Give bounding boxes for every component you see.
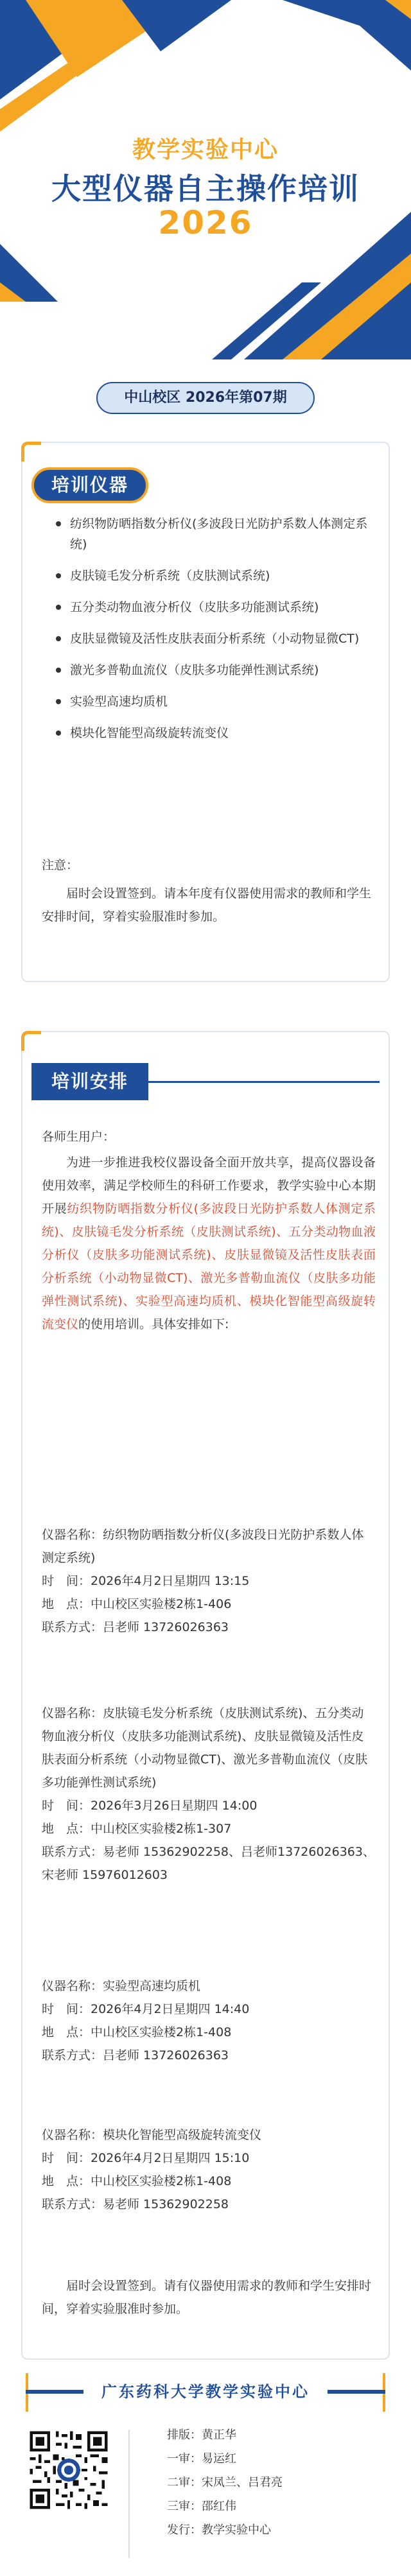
header-subtitle: 教学实验中心 [132,137,279,163]
header-year: 2026 [158,204,253,241]
entry-place: 地 点：中山校区实验楼2栋1-408 [42,2025,232,2039]
training-schedule-card [21,1031,390,2360]
list-item: 五分类动物血液分析仪（皮肤多功能测试系统) [55,597,376,618]
schedule-entry [42,1702,376,1887]
header-shape-navy-tr [283,0,411,71]
schedule-entry [42,2123,376,2216]
credit-review-1: 一审：易运红 [167,2452,236,2466]
entry-place: 地 点：中山校区实验楼2栋1-408 [42,2174,232,2188]
credits-divider [128,2430,130,2558]
entry-place: 地 点：中山校区实验楼2栋1-406 [42,1597,232,1611]
intro-text-end: 的使用培训。具体安排如下: [78,1317,229,1331]
list-item: 激光多普勒血流仪（皮肤多功能弹性测试系统) [55,660,376,680]
training-instruments-card [21,442,390,982]
issue-badge [96,382,315,414]
note-text: 届时会设置签到。请本年度有仪器使用需求的教师和学生安排时间，穿着实验服准时参加。 [42,886,372,924]
entry-instrument: 仪器名称：纺织物防晒指数分析仪(多波段日光防护系数人体测定系统) [42,1528,364,1565]
section-tag-rule [148,1081,380,1083]
credits-block [167,2423,379,2542]
footer-title: 广东药科大学教学实验中心 [83,2376,328,2408]
entry-contact: 联系方式：易老师 15362902258 [42,2197,229,2211]
entry-contact: 联系方式：吕老师 13726026363 [42,2048,229,2062]
entry-time: 时 间：2026年4月2日星期四 13:15 [42,1574,250,1588]
header-title: 大型仪器自主操作培训 [51,171,360,206]
qr-code-icon [27,2428,110,2512]
credit-review-3: 三审：邵红伟 [167,2500,236,2513]
entry-place: 地 点：中山校区实验楼2栋1-307 [42,1822,232,1836]
credit-publisher: 发行：教学实验中心 [167,2523,271,2537]
credit-review-2: 二审：宋凤兰、吕君亮 [167,2476,283,2489]
closing-paragraph: 届时会设置签到。请有仪器使用需求的教师和学生安排时间，穿着实验服准时参加。 [42,2279,372,2316]
entry-contact: 联系方式：吕老师 13726026363 [42,1620,229,1634]
entry-time: 时 间：2026年3月26日星期四 14:00 [42,1799,258,1813]
instrument-list [55,514,376,754]
list-item: 皮肤显微镜及活性皮肤表面分析系统（小动物显微CT) [55,628,376,649]
entry-time: 时 间：2026年4月2日星期四 14:40 [42,2002,250,2016]
header-banner [0,0,411,359]
schedule-entry [42,1975,376,2067]
list-item: 纺织物防晒指数分析仪(多波段日光防护系数人体测定系统) [55,514,376,555]
entry-contact: 联系方式：易老师 15362902258、吕老师13726026363、宋老师 15976012603 [42,1845,375,1882]
section-tag-schedule: 培训安排 [31,1063,148,1100]
list-item: 模块化智能型高级旋转流变仪 [55,723,376,743]
credit-layout: 排版：黄正华 [167,2428,236,2442]
entry-instrument: 仪器名称：实验型高速均质机 [42,1979,201,1993]
intro-highlight: 纺织物防晒指数分析仪(多波段日光防护系数人体测定系统)、皮肤镜毛发分析系统（皮肤测试系统)、五分类动物血液分析仪（皮肤多功能测试系统)、皮肤显微镜及活性皮肤表面分析系统（小动物显微CT)、激光多普勒血流仪（皮肤多功能弹性测试系统)、实验型高速均质机、模块化智能型高级旋转流变仪 [42,1202,376,1331]
intro-text: 为进一步推进我校仪器设备全面开放共享，提高仪器设备使用效率，满足学校师生的科研工作要求，教学实验中心本期开展 [42,1155,376,1216]
entry-instrument: 仪器名称：皮肤镜毛发分析系统（皮肤测试系统)、五分类动物血液分析仪（皮肤多功能测试系统)、皮肤显微镜及活性皮肤表面分析系统（小动物显微CT)、激光多普勒血流仪（皮肤多功能弹性测试系统) [42,1706,368,1790]
list-item: 实验型高速均质机 [55,691,376,712]
intro-paragraph [42,1151,376,1336]
card-corner-accent [21,442,41,462]
entry-instrument: 仪器名称：模块化智能型高级旋转流变仪 [42,2128,262,2142]
schedule-entry [42,1523,376,1639]
greeting: 各师生用户： [42,1130,116,1144]
note-label: 注意： [42,858,79,872]
entry-time: 时 间：2026年4月2日星期四 15:10 [42,2151,250,2165]
footer-title-bar [26,2373,385,2412]
card-corner-accent [21,1031,41,1051]
section-tag-instruments: 培训仪器 [31,467,148,503]
list-item: 皮肤镜毛发分析系统（皮肤测试系统) [55,566,376,586]
issue-label: 中山校区 2026年第07期 [96,382,315,414]
